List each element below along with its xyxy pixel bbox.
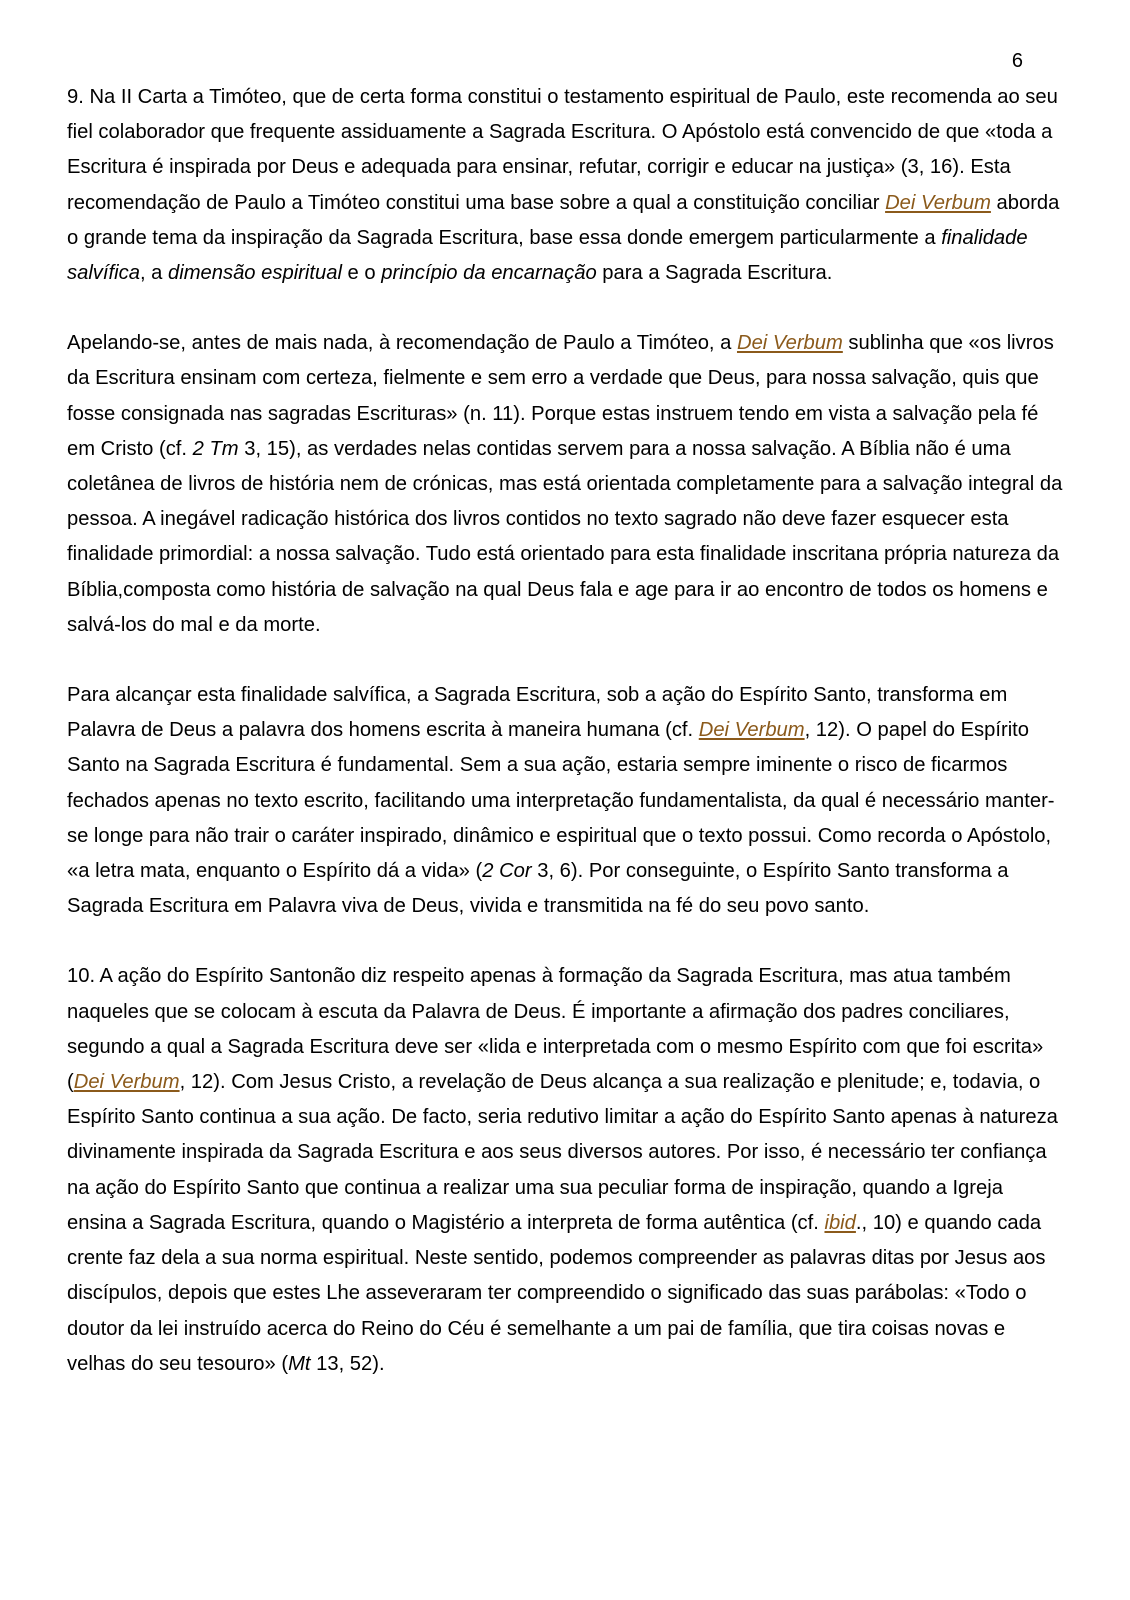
text-run: , 12). Com Jesus Cristo, a revelação de Deus alcança a sua realização e plenitude; e, todavia, o Espírito Santo continua a sua ação. De facto, seria redutivo limitar a ação do Espírito Santo apenas à natureza divinamente inspirada da Sagrada Escritura e aos seus diversos autores. Por isso, é necessário ter confiança na ação do Espírito Santo que continua a realizar uma sua peculiar forma de inspiração, quando a Igreja ensina a Sagrada Escritura, quando o Magistério a interpreta de forma autêntica (cf. bbox=[67, 1071, 1058, 1234]
emphasis-text: 2 Cor bbox=[482, 860, 532, 883]
text-run: 10. A ação do Espírito Santonão diz respeito apenas à formação da Sagrada Escritura, mas atua também naqueles que se colocam à escuta da Palavra de Deus. É importante a afirmação dos padres conciliares, segundo a qual a Sagrada Escritura deve ser «lida e interpretada com o mesmo Espírito com que foi escrita» ( bbox=[67, 965, 1044, 1094]
text-run: aborda o grande tema da inspiração da Sagrada Escritura, base essa donde emergem particularmente a bbox=[67, 191, 1060, 249]
text-run: e o bbox=[341, 262, 382, 285]
emphasis-text: princípio da encarnação bbox=[381, 262, 597, 285]
emphasis-text: 2 Tm bbox=[192, 437, 239, 460]
text-run: 13, 52). bbox=[310, 1352, 385, 1375]
text-run: Apelando-se, antes de mais nada, à recomendação de Paulo a Timóteo, a bbox=[67, 332, 737, 355]
text-run: 3, 15), as verdades nelas contidas servem para a nossa salvação. A Bíblia não é uma coletânea de livros de história nem de crónicas, mas está orientada completamente para a salvação integral da pessoa. A inegável radicação histórica dos livros contidos no texto sagrado não deve fazer esquecer esta finalidade primordial: a nossa salvação. Tudo está orientado para esta finalidade inscritana própria natureza da Bíblia,composta como história de salvação na qual Deus fala e age para ir ao encontro de todos os homens e salvá-los do mal e da morte. bbox=[67, 437, 1063, 636]
reference-link[interactable]: Dei Verbum bbox=[698, 719, 805, 742]
paragraph bbox=[67, 959, 1067, 1381]
text-run: para a Sagrada Escritura. bbox=[596, 262, 833, 285]
emphasis-text: Mt bbox=[288, 1352, 311, 1375]
text-run: sublinha que «os livros da Escritura ensinam com certeza, fielmente e sem erro a verdade que Deus, para nossa salvação, quis que fosse consignada nas sagradas Escrituras» (n. 11). Porque estas instruem tendo em vista a salvação pela fé em Cristo (cf. bbox=[67, 332, 1054, 460]
page-number: 6 bbox=[1011, 50, 1023, 72]
emphasis-text: dimensão espiritual bbox=[168, 262, 342, 285]
reference-link[interactable]: ibid bbox=[824, 1211, 856, 1234]
text-run: 9. Na II Carta a Timóteo, que de certa forma constitui o testamento espiritual de Paulo, este recomenda ao seu fiel colaborador que frequente assiduamente a Sagrada Escritura. O Apóstolo está convencido de que «toda a Escritura é inspirada por Deus e adequada para ensinar, refutar, corrigir e educar na justiça» (3, 16). Esta recomendação de Paulo a Timóteo constitui uma base sobre a qual a constituição conciliar bbox=[67, 86, 1058, 214]
reference-link[interactable]: Dei Verbum bbox=[736, 332, 843, 355]
reference-link[interactable]: Dei Verbum bbox=[885, 191, 991, 214]
text-run: , a bbox=[139, 262, 168, 285]
document-body bbox=[67, 80, 1067, 1382]
emphasis-text: finalidade salvífica bbox=[67, 226, 1028, 285]
text-run: , 12). O papel do Espírito Santo na Sagrada Escritura é fundamental. Sem a sua ação, estaria sempre iminente o risco de ficarmos fechados apenas no texto escrito, facilitando uma interpretação fundamentalista, da qual é necessário manter-se longe para não trair o caráter inspirado, dinâmico e espiritual que o texto possui. Como recorda o Apóstolo, «a letra mata, enquanto o Espírito dá a vida» ( bbox=[67, 719, 1055, 883]
text-run: ., 10) e quando cada crente faz dela a sua norma espiritual. Neste sentido, podemos compreender as palavras ditas por Jesus aos discípulos, depois que estes Lhe asseveraram ter compreendido o significado das suas parábolas: «Todo o doutor da lei instruído acerca do Reino do Céu é semelhante a um pai de família, que tira coisas novas e velhas do seu tesouro» ( bbox=[67, 1211, 1046, 1375]
text-run: Para alcançar esta finalidade salvífica, a Sagrada Escritura, sob a ação do Espírito Santo, transforma em Palavra de Deus a palavra dos homens escrita à maneira humana (cf. bbox=[67, 684, 1008, 742]
paragraph bbox=[67, 326, 1067, 643]
paragraph bbox=[67, 80, 1067, 291]
reference-link[interactable]: Dei Verbum bbox=[73, 1071, 180, 1094]
text-run: 3, 6). Por conseguinte, o Espírito Santo transforma a Sagrada Escritura em Palavra viva de Deus, vivida e transmitida na fé do seu povo santo. bbox=[67, 860, 1009, 918]
paragraph bbox=[67, 678, 1067, 924]
